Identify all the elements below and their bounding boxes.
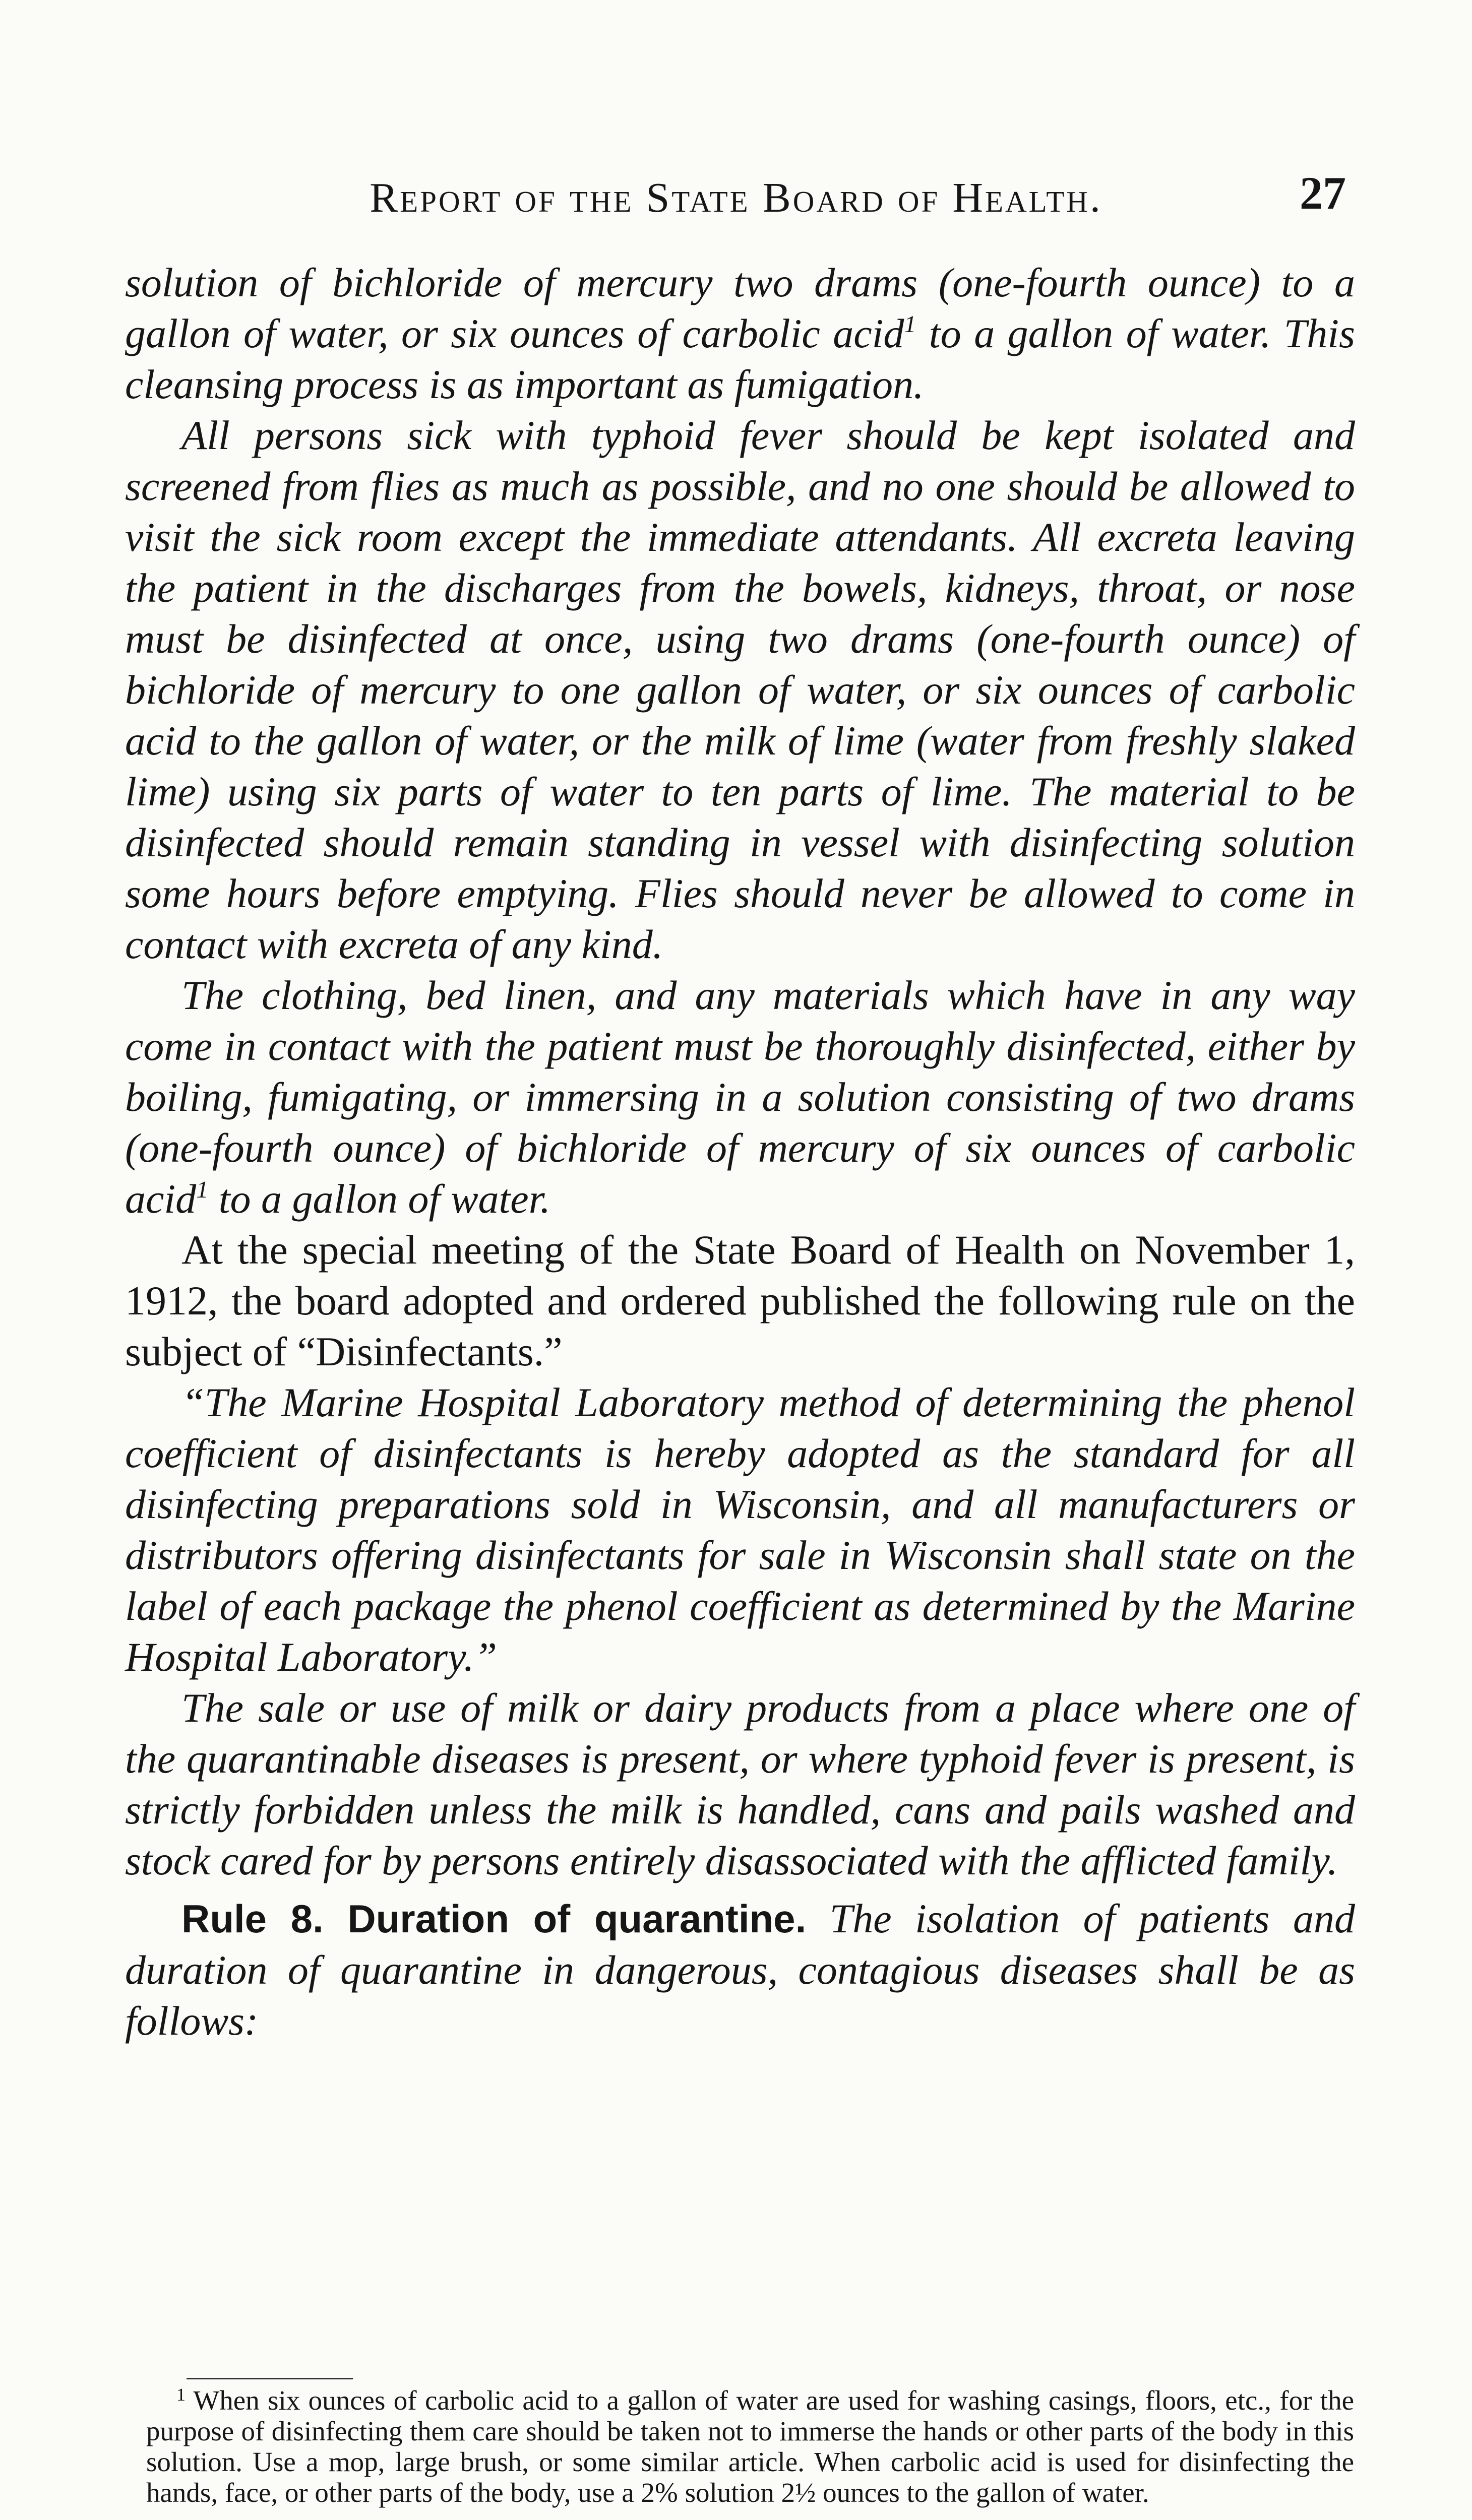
page-number: 27 [1300, 167, 1346, 219]
paragraph-cleansing-tail: to a gallon of water. This cleansing process is as important as fumigation. [125, 310, 1356, 407]
footnote-ref: 1 [904, 311, 916, 338]
paragraph-special-meeting: At the special meeting of the State Board of Health on November 1, 1912, the board adopted and ordered published the following rule on the subject of “Disinfectants.” [125, 1227, 1355, 1374]
footnote-ref: 1 [196, 1176, 209, 1203]
paragraph-clothing [125, 970, 1355, 1224]
rule-8-text: The isolation of patients and duration of quarantine in dangerous, contagious diseases shall be as follows: [125, 1896, 1355, 2044]
paragraph-typhoid-isolation: All persons sick with typhoid fever should be kept isolated and screened from flies as much as possible, and no one should be allowed to visit the sick room except the immediate attendants. All excreta leaving the patient in the discharges from the bowels, kidneys, throat, or nose must be disinfected at once, using two drams (one-fourth ounce) of bichloride of mercury to one gallon of water, or six ounces of carbolic acid to the gallon of water, or the milk of lime (water from freshly slaked lime) using six parts of water to ten parts of lime. The material to be disinfected should remain standing in vessel with disinfecting solution some hours before emptying. Flies should never be allowed to come in contact with excreta of any kind. [125, 412, 1355, 967]
paragraph-clothing-text: The clothing, bed linen, and any materials which have in any way come in contact with the patient must be thoroughly disinfected, either by boiling, fumigating, or immersing in a solution consisting of two drams (one-fourth ounce) of bichloride of mercury of six ounces of carbolic acid [125, 972, 1355, 1222]
footnote-divider [187, 2378, 353, 2379]
footnote-text: When six ounces of carbolic acid to a gallon of water are used for washing casings, floors, etc., for the purpose of disinfecting them care should be taken not to immerse the hands or other parts of the body in this solution. Use a mop, large brush, or some similar article. When carbolic acid is used for disinfecting the hands, face, or other parts of the body, use a 2% solution 2½ ounces to the gallon of water. [146, 2385, 1354, 2508]
paragraph-cleansing-text: solution of bichloride of mercury two drams (one-fourth ounce) to a gallon of water, or six ounces of carbolic acid [125, 260, 1355, 356]
footnote-marker: 1 [176, 2384, 186, 2405]
paragraph-cleansing [125, 257, 1355, 410]
paragraph-disinfectants-rule: “The Marine Hospital Laboratory method of determining the phenol coefficient of disinfectants is hereby adopted as the standard for all disinfecting preparations sold in Wisconsin, and all manufacturers or distributors offering disinfectants for sale in Wisconsin shall state on the label of each package the phenol coefficient as determined by the Marine Hospital Laboratory.” [125, 1379, 1355, 1680]
paragraph-milk-sale: The sale or use of milk or dairy products from a place where one of the quarantinable diseases is present, or where typhoid fever is present, is strictly forbidden unless the milk is handled, cans and pails washed and stock cared for by persons entirely disassociated with the afflicted family. [125, 1685, 1355, 1883]
paragraph-rule-8 [125, 1893, 1355, 2046]
page-header [126, 166, 1346, 227]
footnote [146, 2385, 1354, 2508]
rule-8-heading: Rule 8. Duration of quarantine. [181, 1897, 807, 1941]
paragraph-clothing-tail: to a gallon of water. [208, 1176, 551, 1222]
running-title: Report of the State Board of Health. [370, 174, 1102, 221]
page-body [125, 257, 1355, 2046]
